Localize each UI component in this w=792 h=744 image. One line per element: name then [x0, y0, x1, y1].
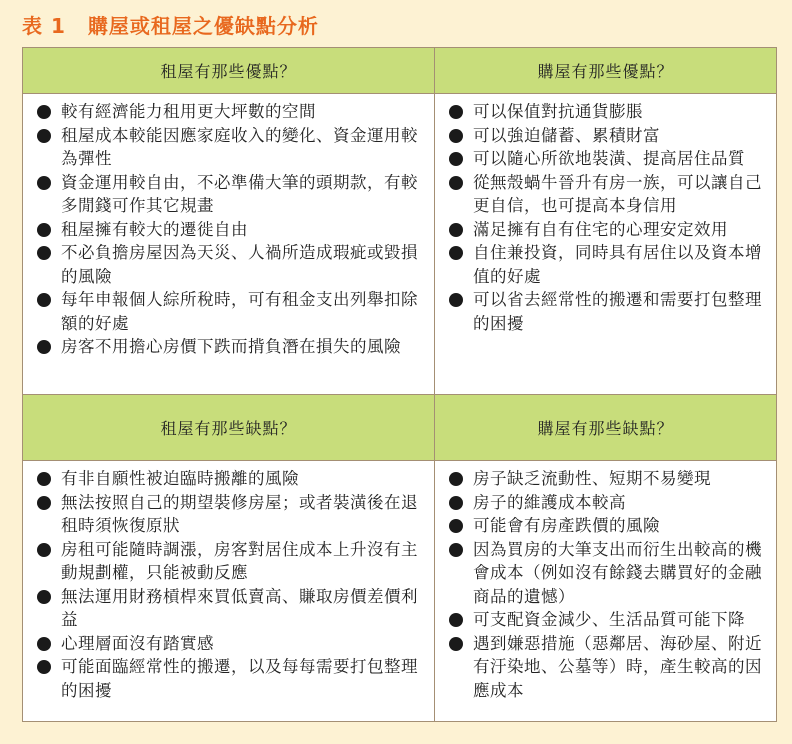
- table-title-text: 購屋或租屋之優缺點分析: [87, 14, 319, 38]
- bullet-icon: [37, 496, 51, 510]
- bullet-icon: [449, 496, 463, 510]
- rent-cons-list: [23, 461, 434, 702]
- list-item: 房子的維護成本較高: [449, 491, 762, 515]
- list-item: 可能面臨經常性的搬遷，以及每每需要打包整理的困擾: [37, 655, 420, 702]
- bullet-icon: [37, 543, 51, 557]
- bullet-icon: [37, 590, 51, 604]
- bullet-icon: [37, 176, 51, 190]
- rent-pros-cell: [23, 94, 435, 395]
- list-item: 可能會有房產跌價的風險: [449, 514, 762, 538]
- bullet-icon: [449, 519, 463, 533]
- buy-cons-list: [435, 461, 776, 702]
- bullet-icon: [449, 637, 463, 651]
- buy-pros-list: [435, 94, 776, 335]
- rent-pros-list: [23, 94, 434, 359]
- list-item: 因為買房的大筆支出而衍生出較高的機會成本（例如沒有餘錢去購買好的金融商品的遺憾）: [449, 538, 762, 609]
- bullet-icon: [449, 176, 463, 190]
- list-item: 可以強迫儲蓄、累積財富: [449, 124, 762, 148]
- list-item: 可以保值對抗通貨膨脹: [449, 100, 762, 124]
- list-item: 資金運用較自由，不必準備大筆的頭期款，有較多閒錢可作其它規畫: [37, 171, 420, 218]
- list-item: 從無殼蝸牛晉升有房一族，可以讓自己更自信，也可提高本身信用: [449, 171, 762, 218]
- list-item: 自住兼投資，同時具有居住以及資本增值的好處: [449, 241, 762, 288]
- bullet-icon: [37, 472, 51, 486]
- bullet-icon: [37, 293, 51, 307]
- bullet-icon: [449, 223, 463, 237]
- list-item: 無法按照自己的期望裝修房屋；或者裝潢後在退租時須恢復原狀: [37, 491, 420, 538]
- bullet-icon: [37, 129, 51, 143]
- buy-pros-header: 購屋有那些優點？: [435, 48, 777, 94]
- bullet-icon: [37, 637, 51, 651]
- list-item: 可以省去經常性的搬遷和需要打包整理的困擾: [449, 288, 762, 335]
- list-item: 每年申報個人綜所稅時，可有租金支出列舉扣除額的好處: [37, 288, 420, 335]
- pros-header-row: [23, 48, 777, 94]
- bullet-icon: [449, 543, 463, 557]
- list-item: 房租可能隨時調漲，房客對居住成本上升沒有主動規劃權，只能被動反應: [37, 538, 420, 585]
- list-item: 較有經濟能力租用更大坪數的空間: [37, 100, 420, 124]
- bullet-icon: [449, 246, 463, 260]
- list-item: 滿足擁有自有住宅的心理安定效用: [449, 218, 762, 242]
- list-item: 租屋成本較能因應家庭收入的變化、資金運用較為彈性: [37, 124, 420, 171]
- list-item: 租屋擁有較大的遷徙自由: [37, 218, 420, 242]
- pros-body-row: [23, 94, 777, 395]
- bullet-icon: [449, 105, 463, 119]
- list-item: 房子缺乏流動性、短期不易變現: [449, 467, 762, 491]
- pros-cons-table: [22, 47, 777, 722]
- cons-header-row: [23, 395, 777, 461]
- list-item: 可支配資金減少、生活品質可能下降: [449, 608, 762, 632]
- bullet-icon: [37, 105, 51, 119]
- rent-pros-header: 租屋有那些優點？: [23, 48, 435, 94]
- list-item: 心理層面沒有踏實感: [37, 632, 420, 656]
- bullet-icon: [37, 246, 51, 260]
- bullet-icon: [449, 293, 463, 307]
- bullet-icon: [37, 223, 51, 237]
- bullet-icon: [449, 613, 463, 627]
- bullet-icon: [449, 472, 463, 486]
- list-item: 不必負擔房屋因為天災、人禍所造成瑕疵或毀損的風險: [37, 241, 420, 288]
- list-item: 房客不用擔心房價下跌而揹負潛在損失的風險: [37, 335, 420, 359]
- bullet-icon: [37, 660, 51, 674]
- list-item: 有非自願性被迫臨時搬離的風險: [37, 467, 420, 491]
- cons-body-row: [23, 461, 777, 722]
- list-item: 可以隨心所欲地裝潢、提高居住品質: [449, 147, 762, 171]
- bullet-icon: [449, 129, 463, 143]
- list-item: 無法運用財務槓桿來買低賣高、賺取房價差價利益: [37, 585, 420, 632]
- bullet-icon: [37, 340, 51, 354]
- bullet-icon: [449, 152, 463, 166]
- table-title: [22, 10, 319, 39]
- buy-cons-header: 購屋有那些缺點？: [435, 395, 777, 461]
- buy-cons-cell: [435, 461, 777, 722]
- table-number: 表 1: [22, 14, 66, 38]
- rent-cons-cell: [23, 461, 435, 722]
- rent-cons-header: 租屋有那些缺點？: [23, 395, 435, 461]
- buy-pros-cell: [435, 94, 777, 395]
- list-item: 遇到嫌惡措施（惡鄰居、海砂屋、附近有汙染地、公墓等）時，產生較高的因應成本: [449, 632, 762, 703]
